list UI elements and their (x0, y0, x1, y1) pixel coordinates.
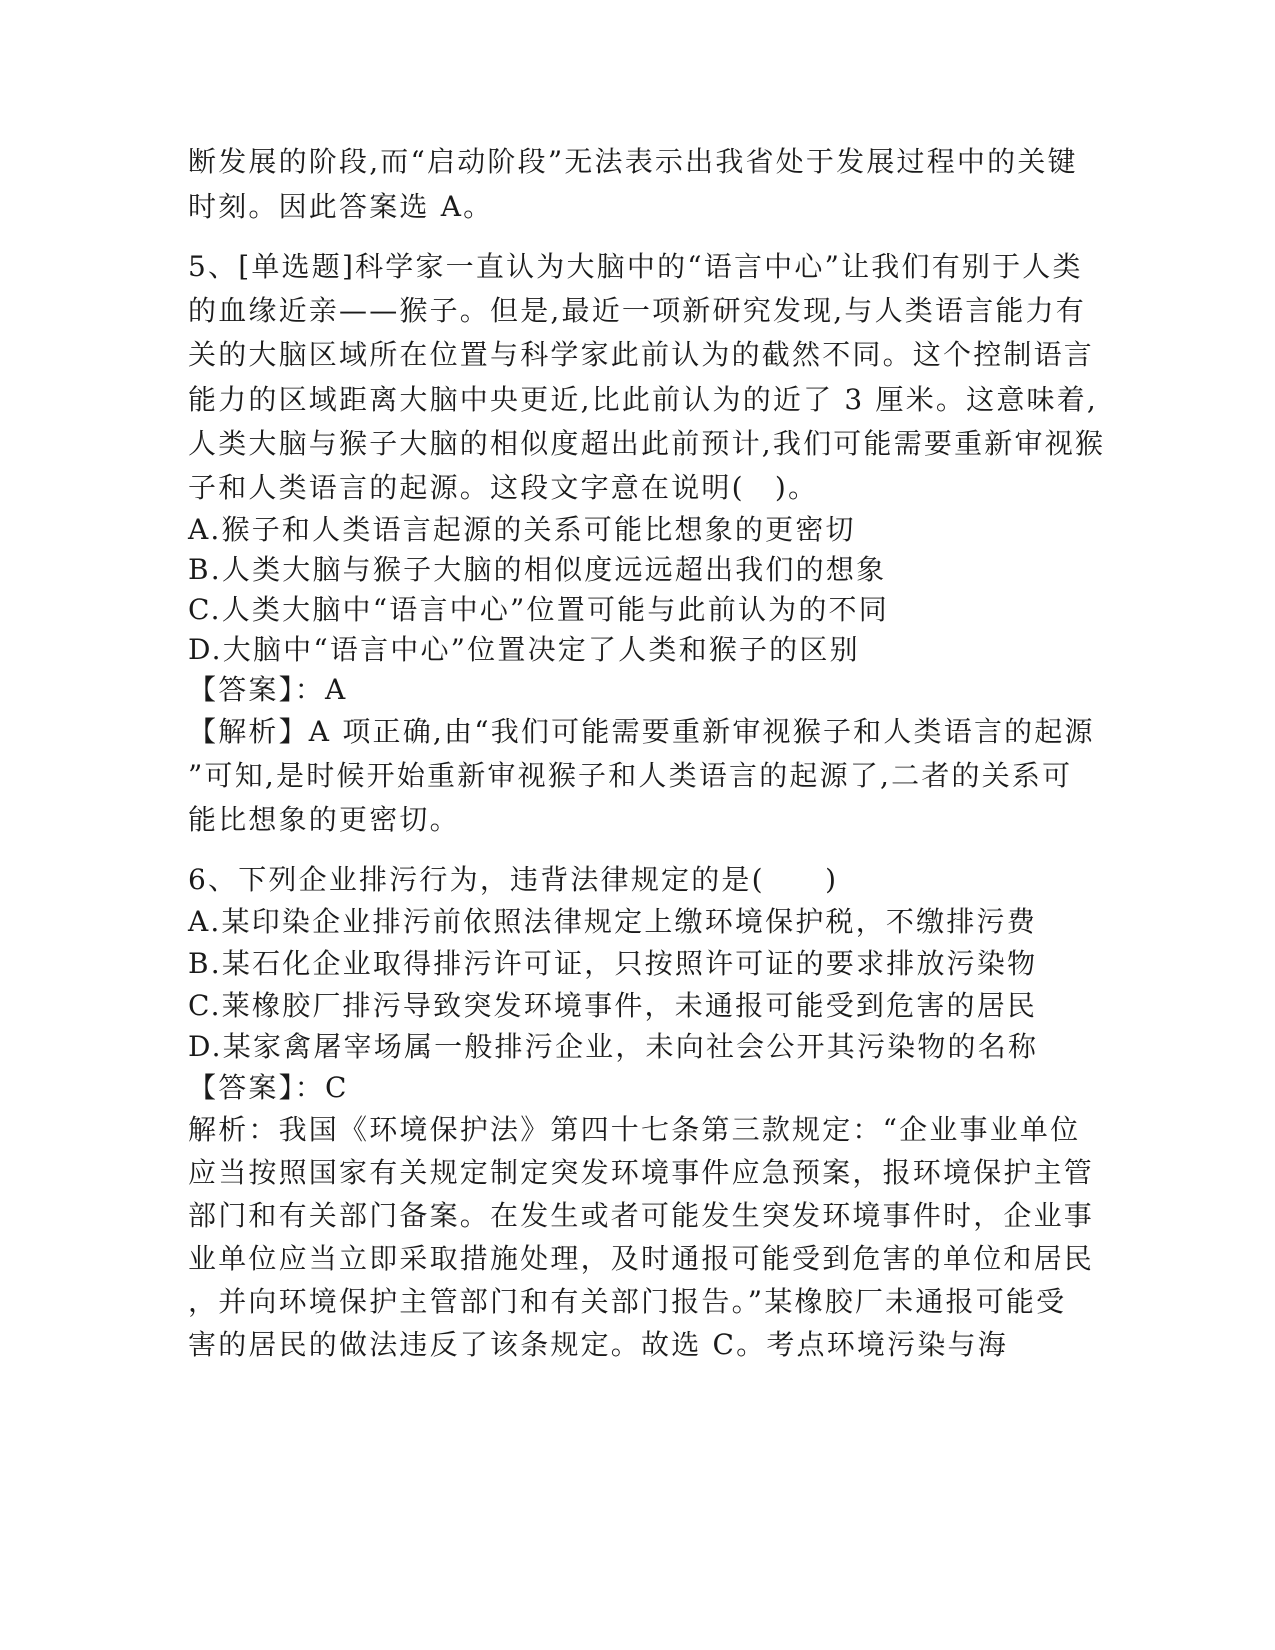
question-5-stem-line: 关的大脑区域所在位置与科学家此前认为的截然不同。这个控制语言 (188, 338, 1095, 371)
intro-line: 断发展的阶段,而“启动阶段”无法表示出我省处于发展过程中的关键 (188, 145, 1078, 178)
question-5-option-d: D.大脑中“语言中心”位置决定了人类和猴子的区别 (188, 633, 860, 666)
question-6-stem: 6、下列企业排污行为，违背法律规定的是( ) (188, 863, 839, 896)
intro-line: 时刻。因此答案选 A。 (188, 190, 494, 223)
question-6-analysis-line: 解析：我国《环境保护法》第四十七条第三款规定：“企业事业单位 (188, 1113, 1081, 1146)
question-5-option-c: C.人类大脑中“语言中心”位置可能与此前认为的不同 (188, 593, 889, 626)
question-5-stem-line: 人类大脑与猴子大脑的相似度超出此前预计,我们可能需要重新审视猴 (188, 427, 1106, 460)
question-6-option-a: A.某印染企业排污前依照法律规定上缴环境保护税，不缴排污费 (188, 905, 1037, 938)
question-6-option-c: C.莱橡胶厂排污导致突发环境事件，未通报可能受到危害的居民 (188, 989, 1038, 1022)
question-5-stem-line: 能力的区域距离大脑中央更近,比此前认为的近了 3 厘米。这意味着, (188, 383, 1099, 416)
question-6-analysis-line: 部门和有关部门备案。在发生或者可能发生突发环境事件时，企业事 (188, 1199, 1095, 1232)
question-6-analysis-line: 害的居民的做法违反了该条规定。故选 C。考点环境污染与海 (188, 1328, 1008, 1361)
question-5-analysis-line: ”可知,是时候开始重新审视猴子和人类语言的起源了,二者的关系可 (188, 759, 1073, 792)
question-6-answer: 【答案】：C (188, 1071, 349, 1104)
question-6-analysis-line: 业单位应当立即采取措施处理，及时通报可能受到危害的单位和居民 (188, 1242, 1095, 1275)
question-5-answer: 【答案】：A (188, 673, 348, 706)
question-6-option-d: D.某家禽屠宰场属一般排污企业，未向社会公开其污染物的名称 (188, 1030, 1039, 1063)
question-5-stem-line: 5、[单选题]科学家一直认为大脑中的“语言中心”让我们有别于人类 (188, 250, 1083, 283)
question-5-stem-line: 的血缘近亲——猴子。但是,最近一项新研究发现,与人类语言能力有 (188, 294, 1087, 327)
question-5-analysis-line: 能比想象的更密切。 (188, 803, 460, 836)
question-6-analysis-line: ，并向环境保护主管部门和有关部门报告。”某橡胶厂未通报可能受 (188, 1285, 1067, 1318)
question-5-stem-line: 子和人类语言的起源。这段文字意在说明( )。 (188, 471, 819, 504)
question-6-option-b: B.某石化企业取得排污许可证，只按照许可证的要求排放污染物 (188, 947, 1038, 980)
question-5-analysis-line: 【解析】A 项正确,由“我们可能需要重新审视猴子和人类语言的起源 (188, 715, 1095, 748)
question-5-option-a: A.猴子和人类语言起源的关系可能比想象的更密切 (188, 513, 856, 546)
question-6-analysis-line: 应当按照国家有关规定制定突发环境事件应急预案，报环境保护主管 (188, 1156, 1095, 1189)
question-5-option-b: B.人类大脑与猴子大脑的相似度远远超出我们的想象 (188, 553, 887, 586)
